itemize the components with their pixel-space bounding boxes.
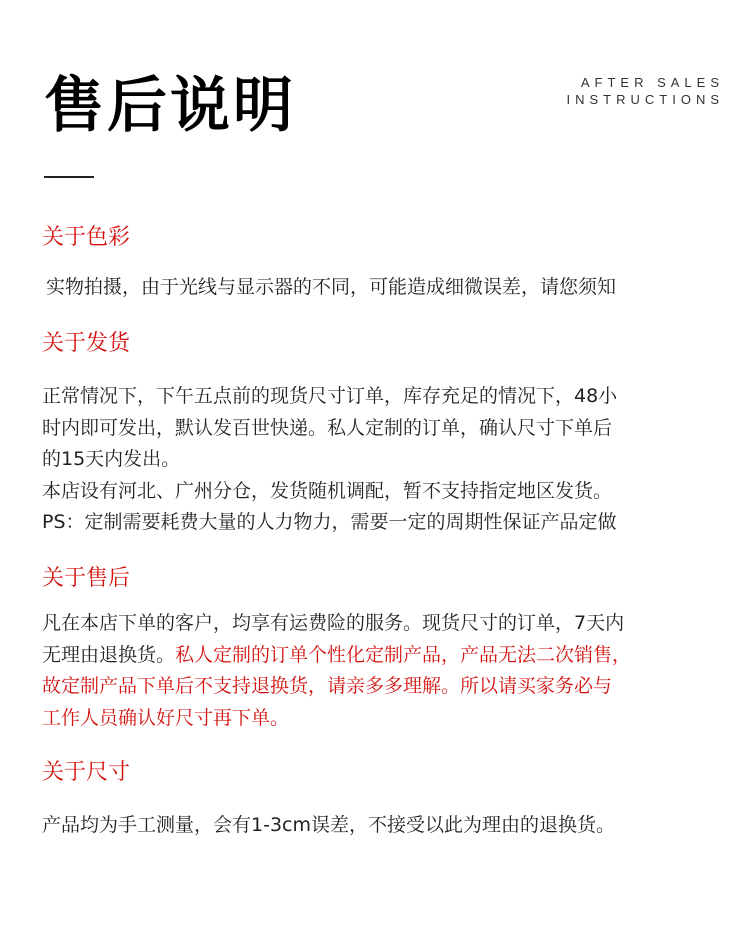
section-body-size: [42, 810, 712, 842]
text-line: 时内即可发出，默认发百世快递。私人定制的订单，确认尺寸下单后: [42, 416, 613, 439]
page-title: 售后说明: [44, 71, 296, 141]
text-line: 的15天内发出。: [42, 448, 181, 470]
section-body-color: [46, 272, 716, 304]
title-divider: [44, 176, 94, 178]
text-highlight-line: 工作人员确认好尺寸再下单。: [42, 706, 290, 729]
text-line: 实物拍摄，由于光线与显示器的不同，可能造成细微误差，请您须知: [46, 276, 617, 298]
section-heading-size: 关于尺寸: [42, 760, 131, 785]
section-heading-color: 关于色彩: [42, 225, 131, 250]
section-heading-shipping: 关于发货: [42, 331, 131, 356]
section-body-shipping: [42, 381, 712, 539]
text-highlight-line: 故定制产品下单后不支持退换货，请亲多多理解。所以请买家务必与: [42, 675, 613, 697]
text-line: PS：定制需要耗费大量的人力物力，需要一定的周期性保证产品定做: [42, 511, 617, 533]
section-heading-after-sales: 关于售后: [42, 566, 131, 591]
text-line: 产品均为手工测量，会有1-3cm误差，不接受以此为理由的退换货。: [42, 814, 615, 836]
section-body-after-sales: [42, 608, 712, 734]
text-plain: 无理由退换货。: [42, 643, 176, 666]
text-line: 正常情况下，下午五点前的现货尺寸订单，库存充足的情况下，48小: [42, 385, 618, 407]
text-highlight: 私人定制的订单个性化定制产品，产品无法二次销售，: [175, 643, 632, 666]
page-subtitle: [567, 74, 725, 108]
subtitle-line-2: INSTRUCTIONS: [566, 92, 724, 107]
text-line: 本店设有河北、广州分仓，发货随机调配，暂不支持指定地区发货。: [42, 479, 613, 502]
text-line: 凡在本店下单的客户，均享有运费险的服务。现货尺寸的订单，7天内: [42, 612, 625, 634]
subtitle-line-1: AFTER SALES: [580, 75, 724, 90]
text-line-mixed: [42, 640, 712, 672]
